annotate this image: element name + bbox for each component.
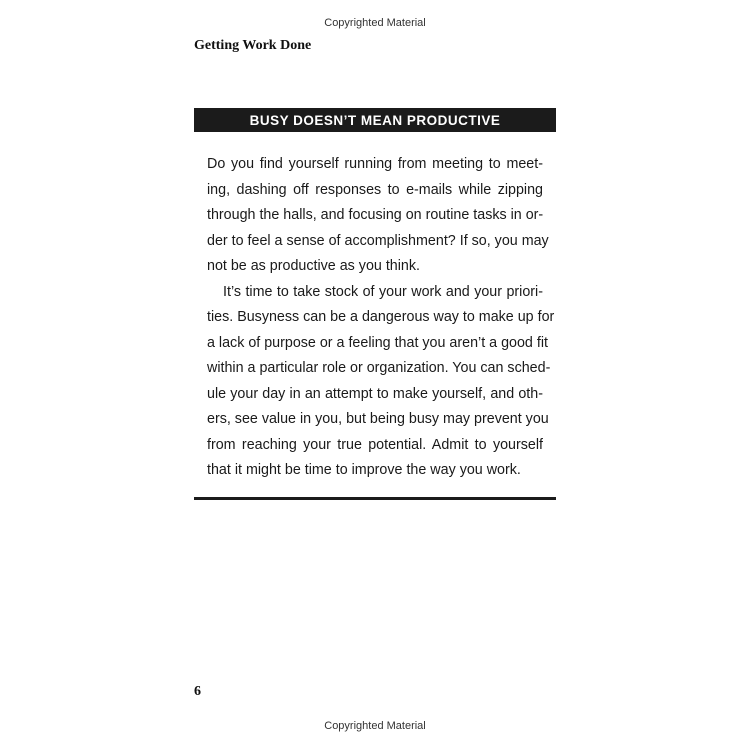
sidebar-title: BUSY DOESN’T MEAN PRODUCTIVE	[194, 108, 556, 132]
body-line: It’s time to take stock of your work and your priori-	[223, 283, 543, 300]
body-line: ties. Busyness can be a dangerous way to make up for	[207, 309, 555, 325]
body-line: a lack of purpose or a feeling that you aren’t a good fit	[207, 334, 548, 351]
copyright-watermark-bottom: Copyrighted Material	[324, 720, 426, 732]
body-line: not be as productive as you think.	[207, 258, 420, 274]
body-line: Do you find yourself running from meeting to meet-	[207, 156, 543, 172]
body-line: through the halls, and focusing on routine tasks in or-	[207, 207, 544, 223]
running-head: Getting Work Done	[194, 38, 312, 53]
sidebar-body	[207, 152, 555, 484]
body-line: from reaching your true potential. Admit to yourself	[207, 436, 543, 453]
body-line: within a particular role or organization. You can sched-	[207, 360, 551, 376]
body-line: der to feel a sense of accomplishment? If so, you may	[207, 232, 549, 249]
body-line: ing, dashing off responses to e-mails while zipping	[207, 181, 543, 198]
body-line: ule your day in an attempt to make yourself, and oth-	[207, 385, 543, 402]
body-line: ers, see value in you, but being busy may prevent you	[207, 411, 549, 427]
copyright-watermark-top: Copyrighted Material	[324, 17, 426, 29]
body-line: that it might be time to improve the way you work.	[207, 462, 521, 478]
page-number: 6	[194, 684, 201, 699]
sidebar-bottom-rule	[194, 497, 556, 500]
